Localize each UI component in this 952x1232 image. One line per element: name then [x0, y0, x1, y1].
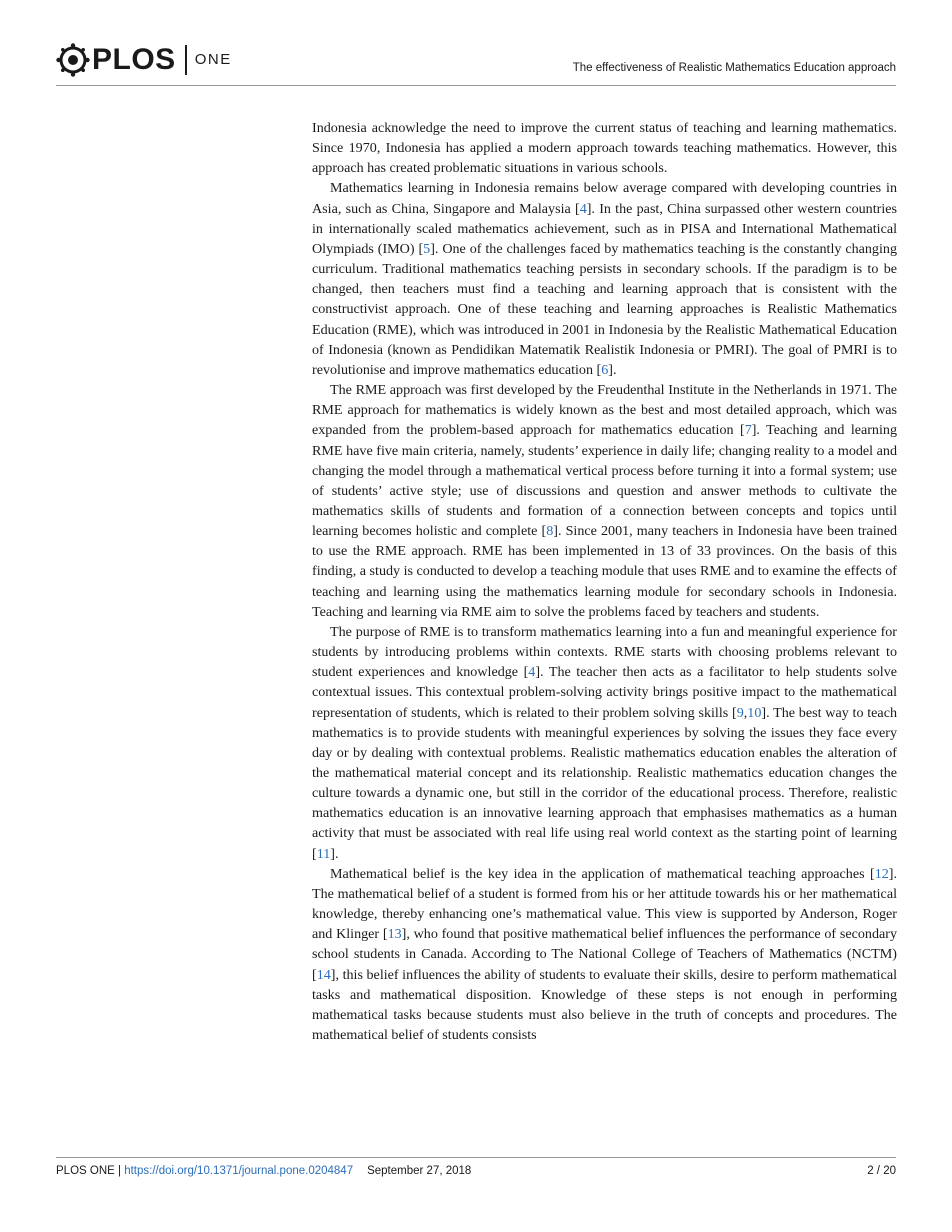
paragraph-text: ]. In the past, China surpassed other western countries in internationally scaled mathematics achievement, such as in PISA and International Mathematical Olympiads (IMO) [: [312, 200, 897, 257]
footer-journal: PLOS ONE |: [56, 1165, 125, 1177]
doi-link[interactable]: https://doi.org/10.1371/journal.pone.0204847: [124, 1165, 354, 1177]
paragraph-text: The purpose of RME is to transform mathematics learning into a fun and meaningful experience for students by introducing problems within contexts. RME starts with choosing problems relevant to student experiences and knowledge [: [312, 623, 897, 681]
page-number: 2 / 20: [867, 1165, 896, 1177]
body-paragraph: [312, 178, 897, 380]
citation-link[interactable]: 9: [736, 704, 744, 721]
paragraph-text: ]. Since 2001, many teachers in Indonesia have been trained to use the RME approach. RME has been implemented in 13 of 33 provinces. On the basis of this finding, a study is conducted to develop a teaching module that uses RME and to examine the effects of teaching and learning using the mathematics learning module for secondary schools in Indonesia. Teaching and learning via RME aim to solve the problems faced by teachers and students.: [312, 523, 897, 620]
paragraph-text: ,: [743, 704, 748, 721]
citation-link[interactable]: 12: [874, 865, 889, 882]
paragraph-text: ].: [330, 845, 339, 862]
running-title: The effectiveness of Realistic Mathematics Education approach: [572, 62, 896, 74]
body-paragraph: [312, 864, 897, 1045]
paragraph-text: ]. Teaching and learning RME have five main criteria, namely, students’ experience in daily life; changing reality to a model and changing the model through a mathematical vertical process before turning it into a formal system; use of students’ active style; use of discussions and question and answer methods to cultivate the mathematics skills of students and formation of a connection between concepts and topics until learning becomes holistic and complete [: [312, 422, 897, 540]
citation-link[interactable]: 10: [747, 704, 762, 721]
paragraph-text: ]. The teacher then acts as a facilitator to help students solve contextual issues. This contextual problem-solving activity brings positive impact to the mathematical representation of students, which is related to their problem solving skills [: [312, 664, 898, 721]
paragraph-text: ], who found that positive mathematical belief influences the performance of secondary school students in Canada. According to The National College of Teachers of Mathematics (NCTM) [: [312, 926, 897, 983]
paragraph-text: The RME approach was first developed by the Freudenthal Institute in the Netherlands in 1971. The RME approach for mathematics is widely known as the best and most detailed approach, which was expanded from the problem-based approach for mathematics education [: [312, 382, 897, 439]
citation-link[interactable]: 5: [423, 240, 431, 257]
paragraph-text: ], this belief influences the ability of students to evaluate their skills, desire to perform mathematical tasks and mathematical disposition. Knowledge of these steps is not enough in performing mathematical tasks because students must also believe in the truth of concepts and procedures. The mathematical belief of students consists: [312, 966, 897, 1044]
citation-link[interactable]: 13: [387, 926, 402, 943]
citation-link[interactable]: 4: [579, 200, 587, 217]
body-paragraph: [312, 118, 897, 178]
paragraph-text: ]. The best way to teach mathematics is to provide students with meaningful experiences by solving the issues they face every day or by dealing with contextual problems. Realistic mathematics education enables the alteration of the mathematical material concept and its relationship. Realistic mathematics education changes the culture towards a dynamic one, but still in the corridor of the educational process. Therefore, realistic mathematics education is an innovative learning approach that emphasises mathematics as a human activity that must be associated with real life using real world context as the starting point of learning [: [312, 704, 897, 862]
citation-link[interactable]: 4: [528, 664, 536, 681]
footer-divider: [56, 1157, 896, 1158]
logo-one-text: ONE: [194, 51, 232, 68]
paragraph-text: ]. The mathematical belief of a student is formed from his or her attitude towards his or her mathematical knowledge, thereby enhancing one’s mathematical value. This view is supported by Anderson, Roger and Klinger [: [312, 865, 897, 943]
page-footer: [56, 1165, 896, 1177]
header-divider: [56, 85, 896, 86]
body-paragraph: [312, 622, 897, 864]
citation-link[interactable]: 8: [546, 523, 554, 540]
body-paragraph: [312, 380, 897, 622]
plos-logo-icon: [56, 43, 90, 77]
paragraph-text: Mathematical belief is the key idea in the application of mathematical teaching approaches [: [330, 865, 875, 882]
paragraph-text: ]. One of the challenges faced by mathematics teaching is the constantly changing curriculum. Traditional mathematics teaching persists in secondary schools. If the paradigm is to be changed, then teachers must find a teaching and learning approach that is consistent with the constructivist approach. One of these teaching and learning approaches is Realistic Mathematics Education (RME), which was introduced in 2001 in Indonesia by the Realistic Mathematical Education of Indonesia (known as Pendidikan Matematik Realistik Indonesia or PMRI). The goal of PMRI is to revolutionise and improve mathematics education [: [312, 240, 897, 378]
plos-one-logo: [56, 42, 232, 78]
publication-date: September 27, 2018: [367, 1165, 472, 1177]
citation-link[interactable]: 11: [316, 845, 331, 862]
paragraph-text: ].: [608, 361, 617, 378]
logo-divider: [185, 45, 187, 75]
logo-plos-text: PLOS: [92, 43, 176, 76]
citation-link[interactable]: 6: [601, 361, 609, 378]
page-header: [56, 40, 896, 86]
article-body: [312, 118, 897, 1045]
citation-link[interactable]: 14: [316, 966, 331, 983]
paragraph-text: Mathematics learning in Indonesia remains below average compared with developing countries in Asia, such as China, Singapore and Malaysia [: [312, 180, 897, 217]
citation-link[interactable]: 7: [744, 422, 752, 439]
paragraph-text: Indonesia acknowledge the need to improve the current status of teaching and learning mathematics. Since 1970, Indonesia has applied a modern approach towards teaching mathematics. However, this approach has created problematic situations in various schools.: [312, 120, 897, 177]
